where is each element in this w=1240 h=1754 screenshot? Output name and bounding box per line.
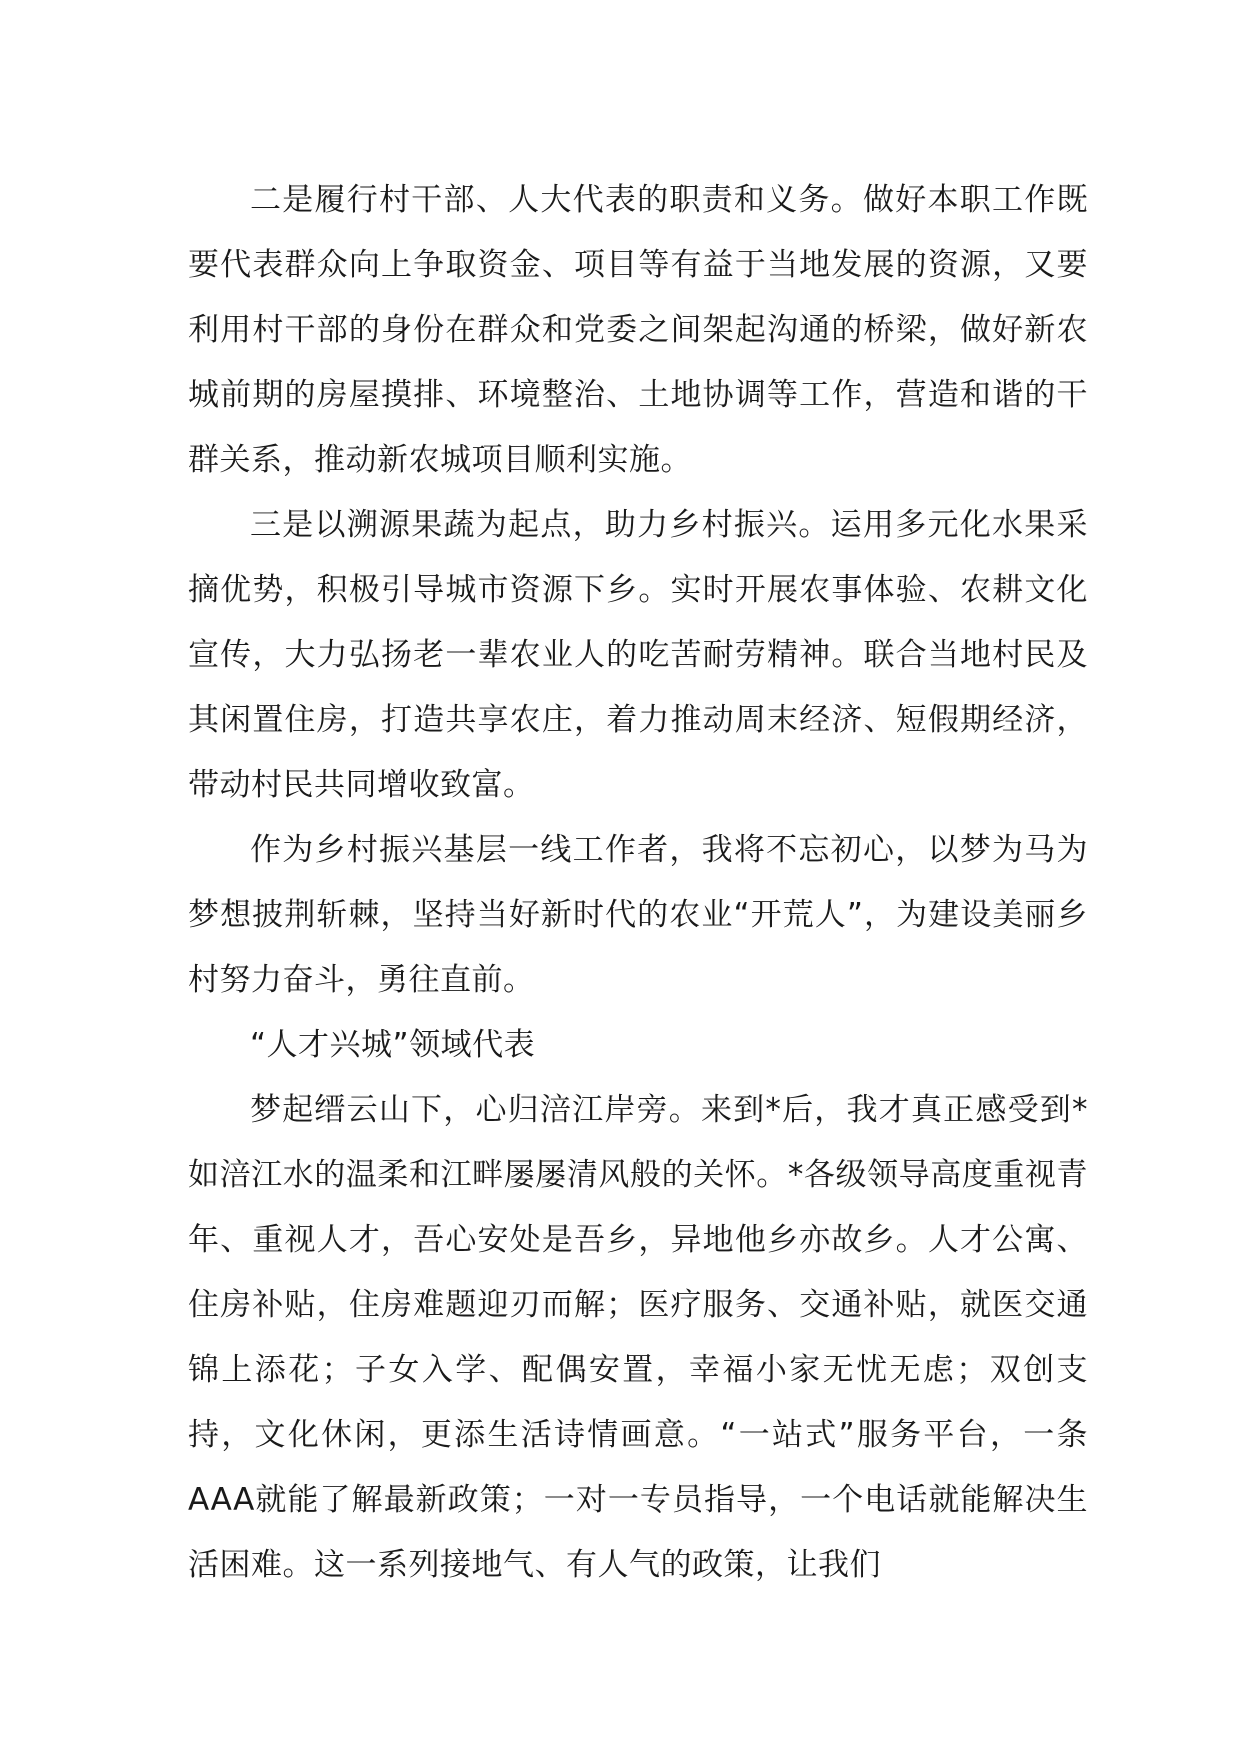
paragraph-talent: 梦起缙云山下，心归涪江岸旁。来到*后，我才真正感受到*如涪江水的温柔和江畔屡屡清风般的关怀。*各级领导高度重视青年、重视人才，吾心安处是吾乡，异地他乡亦故乡。人才公寓、住房补贴，住房难题迎刃而解；医疗服务、交通补贴，就医交通锦上添花；子女入学、配偶安置，幸福小家无忧无虑；双创支持，文化休闲，更添生活诗情画意。“一站式”服务平台，一条AAA就能了解最新政策；一对一专员指导，一个电话就能解决生活困难。这一系列接地气、有人气的政策，让我们: [188, 1092, 1088, 1583]
section-heading: “人才兴城”领域代表: [250, 1027, 536, 1063]
paragraph-rural-revitalization: 三是以溯源果蔬为起点，助力乡村振兴。运用多元化水果采摘优势，积极引导城市资源下乡。实时开展农事体验、农耕文化宣传，大力弘扬老一辈农业人的吃苦耐劳精神。联合当地村民及其闲置住房，打造共享农庄，着力推动周末经济、短假期经济，带动村民共同增收致富。: [188, 507, 1088, 803]
paragraph-duty: 二是履行村干部、人大代表的职责和义务。做好本职工作既要代表群众向上争取资金、项目等有益于当地发展的资源，又要利用村干部的身份在群众和党委之间架起沟通的桥梁，做好新农城前期的房屋摸排、环境整治、土地协调等工作，营造和谐的干群关系，推动新农城项目顺利实施。: [188, 182, 1088, 478]
paragraph-commitment: 作为乡村振兴基层一线工作者，我将不忘初心，以梦为马为梦想披荆斩棘，坚持当好新时代的农业“开荒人”，为建设美丽乡村努力奋斗，勇往直前。: [188, 832, 1088, 998]
body-text: [188, 168, 1088, 1598]
